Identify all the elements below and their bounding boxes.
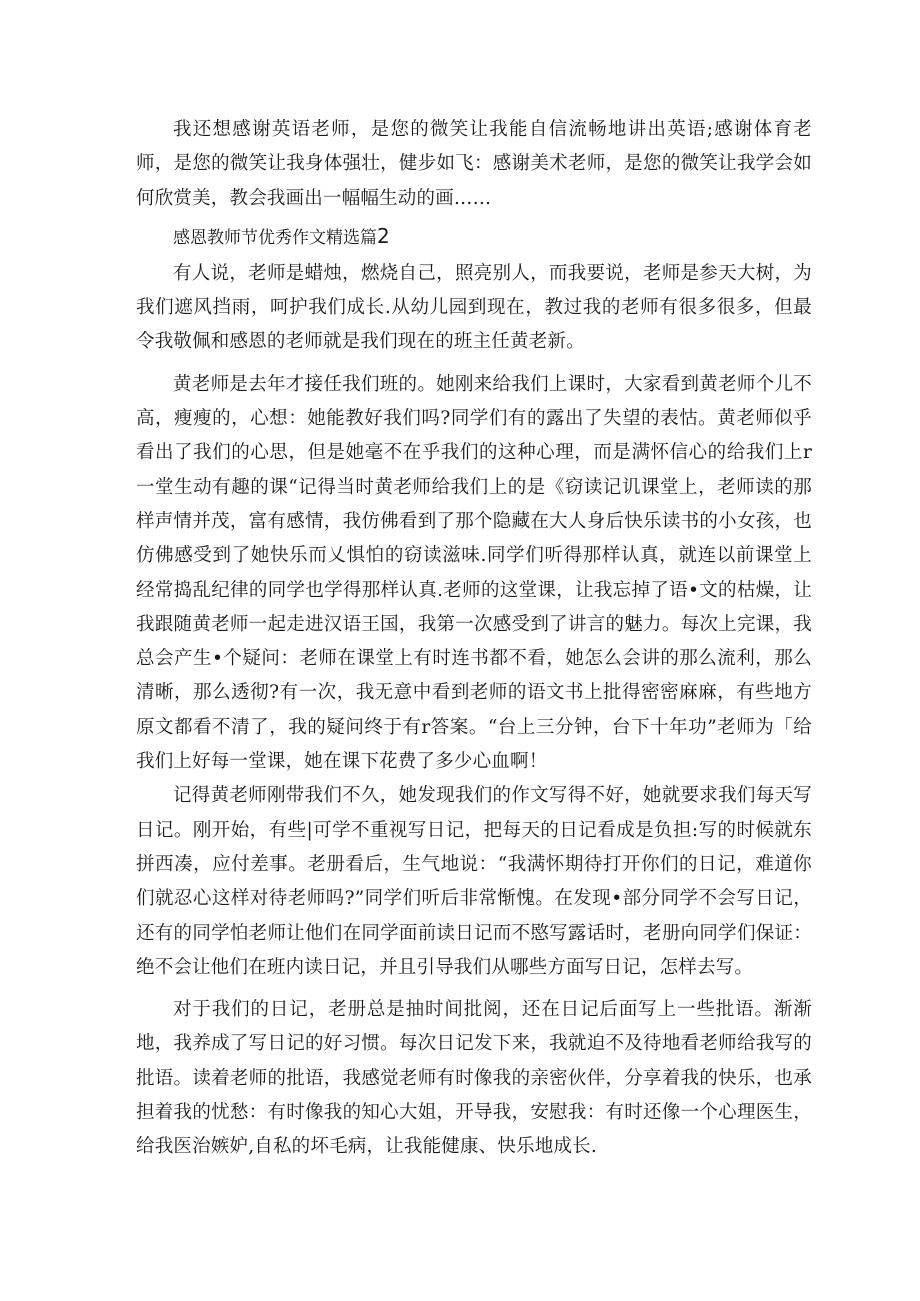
section-heading-text: 感恩教师节优秀作文精选篇 bbox=[173, 227, 377, 248]
paragraph-gap bbox=[136, 985, 812, 993]
paragraph-gap bbox=[136, 360, 812, 368]
document-page bbox=[136, 113, 812, 1165]
section-heading bbox=[136, 216, 812, 257]
paragraph-intro: 有人说，老师是蜡烛，燃烧自己，照亮别人，而我要说，老师是参天大树，为我们遮风挡雨，呵护我们成长.从幼儿园到现在，教过我的老师有很多很多，但最令我敬佩和感恩的老师就是我们现在的班主任黄老新。 bbox=[136, 262, 812, 353]
paragraph-diary: 记得黄老师刚带我们不久，她发现我们的作文写得不好，她就要求我们每天写日记。刚开始，有些|可学不重视写日记，把每天的日记看成是负担:写的时候就东拼西凑，应付差事。老册看后，生气地说：“我满怀期待打开你们的日记，难道你们就忍心这样对待老师吗?”同学们听后非常惭愧。在发现•部分同学不会写日记，还有的同学怕老师让他们在同学面前读日记而不愍写露话时，老册向同学们保证：绝不会让他们在班内读日记，并且引导我们从哪些方面写日记，怎样去写。 bbox=[136, 785, 812, 978]
section-heading-number: 2 bbox=[377, 223, 390, 248]
paragraph-thanks-teachers: 我还想感谢英语老师，是您的微笑让我能自信流畅地讲出英语;感谢体育老师，是您的微笑让我身体强壮，健步如飞：感谢美术老师，是您的微笑让我学会如何欣赏美，教会我画出一幅幅生动的画…… bbox=[136, 119, 812, 209]
paragraph-teacher-huang: 黄老师是去年才接任我们班的。她刚来给我们上课时，大家看到黄老师个儿不高，瘦瘦的，心想：她能教好我们吗?同学们有的露出了失望的表怙。黄老师似乎看出了我们的心思，但是她毫不在乎我们的这种心理，而是满怀信心的给我们上r一堂生动有趣的课“记得当时黄老师给我们上的是《窃读记讥课堂上，老师读的那样声情并茂，富有感情，我仿佛看到了那个隐藏在大人身后快乐读书的小女孩，也仿佛感受到了她快乐而乂惧怕的窃读滋味.同学们听得那样认真，就连以前课堂上经常捣乱纪律的同学也学得那样认真.老师的这堂课，让我忘掉了语•文的枯燥，让我跟随黄老师一起走进汉语王国，我第一次感受到了讲言的魅力。每次上完课，我总会产生•个疑问：老师在课堂上有时连书都不看，她怎么会讲的那么流利，那么清晰，那么透彻?有一次，我无意中看到老师的语文书上批得密密麻麻，有些地方原文都看不清了，我的疑问终于有r答案。“台上三分钟，台下十年功”老师为「给我们上好每一堂课，她在课下花费了多少心血啊！ bbox=[136, 373, 812, 773]
paragraph-comments: 对于我们的日记，老册总是抽时间批阅，还在日记后面写上一些批语。渐渐地，我养成了写日记的好习惯。每次日记发下来，我就迫不及待地看老师给我写的批语。读着老师的批语，我感觉老师有时像我的亲密伙伴，分享着我的快乐，也承担着我的忧愁：有时像我的知心大姐，开导我，安慰我：有时还像一个心理医生，给我医治嫉妒,自私的坏毛病，让我能健康、快乐地成长. bbox=[136, 999, 812, 1158]
